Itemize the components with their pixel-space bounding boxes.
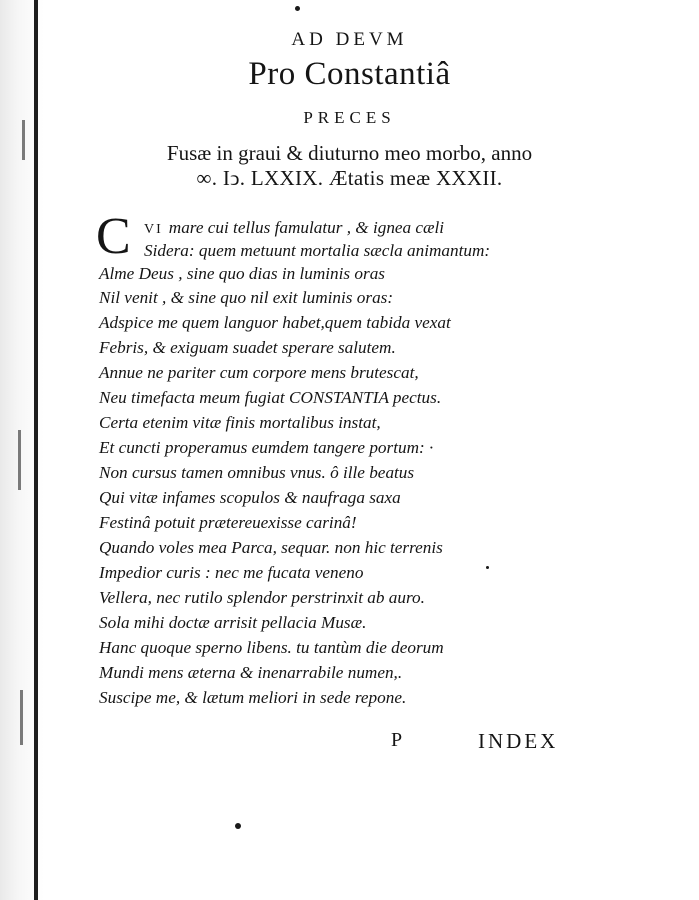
verse-line: Alme Deus , sine quo dias in luminis oras (99, 264, 385, 283)
verse-line: Festinâ potuit prætereuexisse carinâ! (99, 513, 357, 532)
subtitle-line-2: ∞. Iↄ. LXXIX. Ætatis meæ XXXII. (196, 166, 503, 190)
verse-line: Sola mihi doctæ arrisit pellacia Musæ. (99, 613, 367, 632)
verse-line: Certa etenim vitæ finis mortalibus instat, (99, 413, 381, 432)
verse-line: Hanc quoque sperno libens. tu tantùm die deorum (99, 638, 444, 657)
verse-line: Impedior curis : nec me fucata veneno (99, 563, 364, 582)
verse-line: Mundi mens æterna & inenarrabile numen,. (99, 663, 403, 682)
verse-line (144, 217, 699, 241)
heading-ad-deum: AD DEVM (291, 29, 408, 50)
verse-line: Sidera: quem metuunt mortalia sæcla animantum: (144, 241, 491, 260)
verse-line: Non cursus tamen omnibus vnus. ô ille beatus (99, 463, 415, 482)
drop-cap: C (96, 208, 131, 265)
verse-line: Nil venit , & sine quo nil exit luminis oras: (99, 288, 394, 307)
signature-mark: P (391, 729, 403, 751)
subtitle-line-1: Fusæ in graui & diuturno meo morbo, anno (166, 141, 533, 165)
verse-line: Qui vitæ infames scopulos & naufraga saxa (99, 488, 401, 507)
catchword: INDEX (478, 729, 559, 753)
verse-line: Adspice me quem languor habet,quem tabida vexat (99, 313, 451, 332)
first-word-caps: VI (144, 222, 163, 237)
page-title: Pro Constantiâ (248, 56, 451, 92)
heading-preces: PRECES (303, 108, 396, 127)
verse-line: Neu timefacta meum fugiat CONSTANTIA pectus. (99, 388, 442, 407)
verse-line: Vellera, nec rutilo splendor perstrinxit ab auro. (99, 588, 425, 607)
verse-line: Quando voles mea Parca, sequar. non hic terrenis (99, 538, 443, 557)
verse-line: Et cuncti properamus eumdem tangere portum: · (99, 438, 434, 457)
verse-line: Annue ne pariter cum corpore mens brutescat, (99, 363, 419, 382)
verse-line: Febris, & exiguam suadet sperare salutem. (99, 338, 396, 357)
verse-text: mare cui tellus famulatur , & ignea cæli (168, 218, 445, 237)
verse-line: Suscipe me, & lætum meliori in sede repone. (99, 688, 407, 707)
